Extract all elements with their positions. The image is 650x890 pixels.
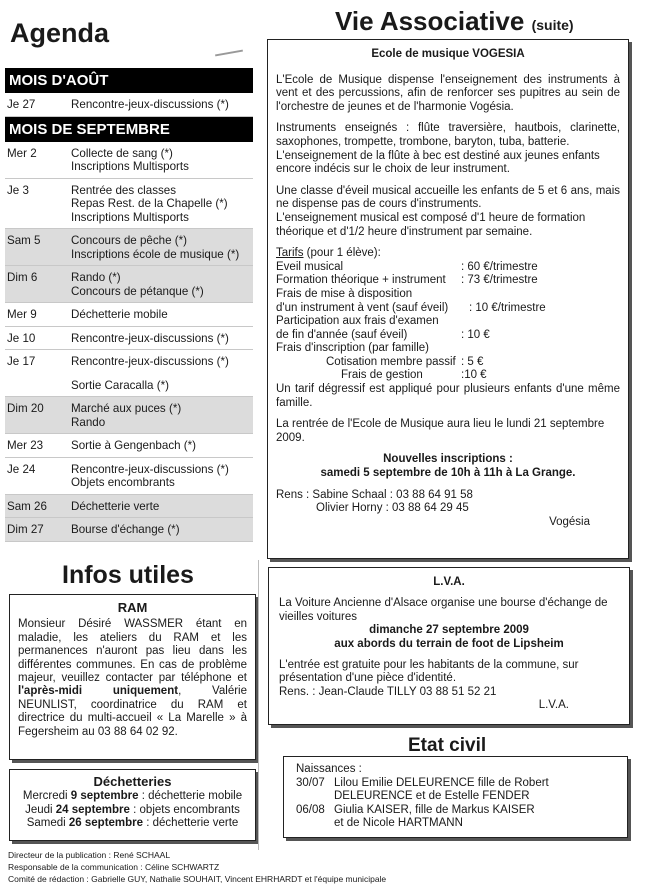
agenda-event: Rencontre-jeux-discussions (*) bbox=[71, 355, 229, 368]
agenda-event: Inscriptions école de musique (*) bbox=[71, 247, 240, 261]
agenda-event: Concours de pétanque (*) bbox=[71, 284, 204, 298]
agenda-event: Bourse d'échange (*) bbox=[71, 523, 180, 536]
ram-heading: RAM bbox=[117, 600, 148, 615]
tarif-value: : 5 € bbox=[461, 355, 484, 368]
etat-civil-title: Etat civil bbox=[408, 735, 487, 756]
agenda-row bbox=[5, 350, 253, 397]
agenda-event: Sortie Caracalla (*) bbox=[71, 378, 169, 392]
ram-box bbox=[9, 594, 256, 760]
agenda-event: Concours de pêche (*) bbox=[71, 234, 187, 247]
music-intro: L'Ecole de Musique dispense l'enseignement des instruments à vent et des percussions, afin de renforcer ses pupitres au sein de l'orchestre de jeunes et de l'harmonie Vogésia. bbox=[276, 73, 620, 113]
lva-intro: La Voiture Ancienne d'Alsace organise une bourse d'échange de vieilles voitures bbox=[279, 597, 608, 623]
birth-entry bbox=[296, 777, 615, 791]
etat-civil-box bbox=[283, 756, 628, 838]
music-contact-2: Olivier Horny : 03 88 64 29 45 bbox=[316, 502, 469, 515]
agenda-day: Mer 23 bbox=[7, 439, 44, 452]
agenda-day: Mer 2 bbox=[7, 146, 37, 160]
decorative-stroke bbox=[215, 50, 243, 57]
ram-text-bold: l'après-midi uniquement bbox=[18, 685, 179, 698]
agenda-row bbox=[5, 142, 253, 179]
agenda-title: Agenda bbox=[10, 18, 110, 48]
agenda-row bbox=[5, 327, 253, 351]
agenda-event: Marché aux puces (*) bbox=[71, 402, 182, 415]
dechetterie-line: Mercredi 9 septembre : déchetterie mobile bbox=[22, 790, 243, 803]
agenda-events bbox=[71, 500, 253, 514]
infos-utiles-title: Infos utiles bbox=[62, 561, 194, 589]
birth-text: Giulia KAISER, fille de Markus KAISER bbox=[334, 803, 535, 816]
dechetteries-heading: Déchetteries bbox=[93, 774, 172, 789]
tarif-row bbox=[276, 356, 620, 370]
ram-text bbox=[18, 618, 247, 739]
agenda-row bbox=[5, 495, 253, 519]
month-heading: MOIS D'AOÛT bbox=[5, 68, 253, 93]
agenda-events bbox=[71, 98, 253, 112]
tarif-value: : 10 €/trimestre bbox=[469, 301, 546, 314]
naissances-label: Naissances : bbox=[296, 763, 362, 775]
tarif-row bbox=[276, 369, 620, 383]
agenda-event: Collecte de sang (*) bbox=[71, 146, 173, 160]
music-flute: L'enseignement de la flûte à bec est destiné aux jeunes enfants encore indécis sur le choix de leur instrument. bbox=[276, 149, 600, 176]
birth-text: Lilou Emilie DELEURENCE fille de Robert bbox=[334, 776, 549, 789]
agenda-event: Rencontre-jeux-discussions (*) bbox=[71, 462, 229, 476]
agenda-day: Je 3 bbox=[7, 183, 29, 197]
agenda-events bbox=[71, 147, 253, 174]
tarifs-label: Tarifs bbox=[276, 247, 304, 260]
music-heading: Ecole de musique VOGESIA bbox=[371, 48, 525, 60]
credits bbox=[8, 849, 386, 885]
lva-date: dimanche 27 septembre 2009 bbox=[369, 624, 529, 637]
agenda-event: Inscriptions Multisports bbox=[71, 160, 189, 173]
agenda-event: Rencontre-jeux-discussions (*) bbox=[71, 98, 229, 111]
music-instruments: Instruments enseignés : flûte traversière, hautbois, clarinette, saxophones, trompette, trombone, baryton, tuba, batterie. bbox=[276, 122, 620, 148]
tarifs-list bbox=[276, 247, 620, 410]
agenda-day: Dim 20 bbox=[7, 402, 44, 415]
agenda-events bbox=[71, 402, 253, 429]
agenda-event: Rentrée des classes bbox=[71, 183, 177, 197]
music-school-box bbox=[267, 39, 629, 559]
tarif-line: Participation aux frais d'examen bbox=[276, 315, 439, 328]
agenda-row bbox=[5, 179, 253, 230]
tarifs-sub: (pour 1 élève): bbox=[303, 247, 381, 260]
agenda-event: Rando bbox=[71, 415, 106, 429]
tarif-label: Cotisation membre passif bbox=[326, 355, 456, 368]
tarif-row bbox=[276, 302, 620, 316]
agenda-event: Inscriptions Multisports bbox=[71, 210, 189, 224]
birth-date: 30/07 bbox=[296, 776, 325, 789]
music-eveil: Une classe d'éveil musical accueille les enfants de 5 et 6 ans, mais ne dispense pas de cours d'instruments. bbox=[276, 184, 620, 211]
vie-associative-title bbox=[335, 6, 574, 37]
tarif-row bbox=[276, 261, 620, 275]
dechetterie-line: Samedi 26 septembre : déchetterie verte bbox=[26, 817, 239, 830]
agenda-event: Objets encombrants bbox=[71, 476, 175, 489]
agenda-day: Je 24 bbox=[7, 462, 36, 476]
tarif-value: : 10 € bbox=[461, 328, 490, 341]
tarif-label: de fin d'année (sauf éveil) bbox=[276, 328, 408, 341]
agenda-row bbox=[5, 266, 253, 303]
birth-date: 06/08 bbox=[296, 803, 325, 816]
tarif-label: Formation théorique + instrument bbox=[276, 274, 446, 287]
music-contact-1: Rens : Sabine Schaal : 03 88 64 91 58 bbox=[276, 488, 473, 501]
tarif-value: :10 € bbox=[461, 369, 487, 382]
agenda-events bbox=[71, 463, 253, 490]
agenda-row bbox=[5, 518, 253, 542]
agenda-day: Je 17 bbox=[7, 355, 36, 368]
agenda-day: Sam 5 bbox=[7, 234, 41, 247]
agenda-event: Repas Rest. de la Chapelle (*) bbox=[71, 197, 228, 210]
agenda-event: Rando (*) bbox=[71, 271, 121, 284]
agenda-row bbox=[5, 93, 253, 117]
tarif-row bbox=[276, 274, 620, 288]
music-signature: Vogésia bbox=[549, 515, 590, 528]
agenda-events bbox=[71, 184, 253, 225]
birth-entry bbox=[296, 804, 615, 818]
tarif-value: : 60 €/trimestre bbox=[461, 260, 538, 273]
credit-committee: Comité de rédaction : Gabrielle GUY, Nathalie SOUHAIT, Vincent EHRHARDT et l'équipe municipale bbox=[8, 874, 387, 884]
lva-contact: Rens. : Jean-Claude TILLY 03 88 51 52 21 bbox=[279, 685, 497, 698]
agenda-events bbox=[71, 523, 253, 537]
agenda-row bbox=[5, 458, 253, 495]
vie-title-suite: (suite) bbox=[531, 17, 574, 33]
agenda-event: Déchetterie mobile bbox=[71, 308, 168, 321]
tarif-row bbox=[276, 329, 620, 343]
tarif-label: d'un instrument à vent (sauf éveil) bbox=[276, 301, 449, 314]
lva-box bbox=[268, 567, 630, 725]
credit-communication: Responsable de la communication : Céline SCHWARTZ bbox=[8, 862, 220, 872]
month-heading: MOIS DE SEPTEMBRE bbox=[5, 117, 253, 142]
agenda-row bbox=[5, 229, 253, 266]
dechetteries-box bbox=[9, 769, 256, 841]
agenda-day: Mer 9 bbox=[7, 308, 37, 321]
dechetterie-line: Jeudi 24 septembre : objets encombrants bbox=[25, 803, 240, 816]
music-rentree: La rentrée de l'Ecole de Musique aura lieu le lundi 21 septembre 2009. bbox=[276, 418, 605, 444]
ram-text-part: , Valérie NEUNLIST, coordinatrice du RAM et directrice du multi-accueil « La Marelle » à Fegersheim au 03 88 64 02 92. bbox=[18, 685, 247, 738]
nouvelles-inscriptions-label: Nouvelles inscriptions : bbox=[383, 453, 513, 466]
agenda-event: Sortie à Gengenbach (*) bbox=[71, 439, 197, 452]
column-divider bbox=[258, 560, 259, 850]
lva-location: aux abords du terrain de foot de Lipsheim bbox=[334, 637, 564, 650]
tarif-label: Frais de gestion bbox=[341, 369, 423, 382]
agenda-table bbox=[5, 68, 253, 542]
tarif-line: Frais d'inscription (par famille) bbox=[276, 342, 430, 355]
credit-director: Directeur de la publication : René SCHAAL bbox=[8, 850, 171, 860]
agenda-events bbox=[71, 439, 253, 453]
agenda-events bbox=[71, 271, 253, 298]
agenda-events bbox=[71, 308, 253, 322]
agenda-day: Dim 6 bbox=[7, 271, 38, 284]
tarif-label: Eveil musical bbox=[276, 260, 344, 273]
lva-signature: L.V.A. bbox=[538, 699, 569, 712]
agenda-row bbox=[5, 434, 253, 458]
lva-entry: L'entrée est gratuite pour les habitants de la commune, sur présentation d'une pièce d'identité. bbox=[279, 659, 579, 685]
agenda-day: Dim 27 bbox=[7, 523, 44, 536]
agenda-event: Rencontre-jeux-discussions (*) bbox=[71, 331, 229, 345]
agenda-day: Je 10 bbox=[7, 331, 36, 345]
agenda-row bbox=[5, 397, 253, 434]
agenda-events bbox=[71, 355, 253, 392]
tarif-value: : 73 €/trimestre bbox=[461, 274, 538, 287]
birth-text-cont: DELEURENCE et de Estelle FENDER bbox=[334, 790, 530, 803]
agenda-row bbox=[5, 303, 253, 327]
vie-title-text: Vie Associative bbox=[335, 6, 525, 36]
lva-heading: L.V.A. bbox=[433, 576, 465, 588]
agenda-event bbox=[71, 369, 253, 379]
music-enseignement: L'enseignement musical est composé d'1 heure de formation théorique et d'1/2 heure d'instrument par semaine. bbox=[276, 211, 586, 238]
agenda-day: Je 27 bbox=[7, 98, 36, 111]
nouvelles-inscriptions-date: samedi 5 septembre de 10h à 11h à La Grange. bbox=[320, 467, 576, 480]
tarif-degressif: Un tarif dégressif est appliqué pour plusieurs enfants d'une même famille. bbox=[276, 383, 620, 409]
agenda-events bbox=[71, 234, 253, 261]
agenda-event: Déchetterie verte bbox=[71, 499, 160, 513]
tarif-line: Frais de mise à disposition bbox=[276, 287, 413, 300]
birth-text-cont: et de Nicole HARTMANN bbox=[334, 817, 463, 830]
agenda-events bbox=[71, 332, 253, 346]
ram-text-part: Monsieur Désiré WASSMER étant en maladie, les ateliers du RAM et les permanences n'auront pas lieu dans les différentes communes. En cas de problème majeur, veuillez contacter par téléphone et bbox=[18, 618, 247, 685]
agenda-day: Sam 26 bbox=[7, 499, 47, 513]
